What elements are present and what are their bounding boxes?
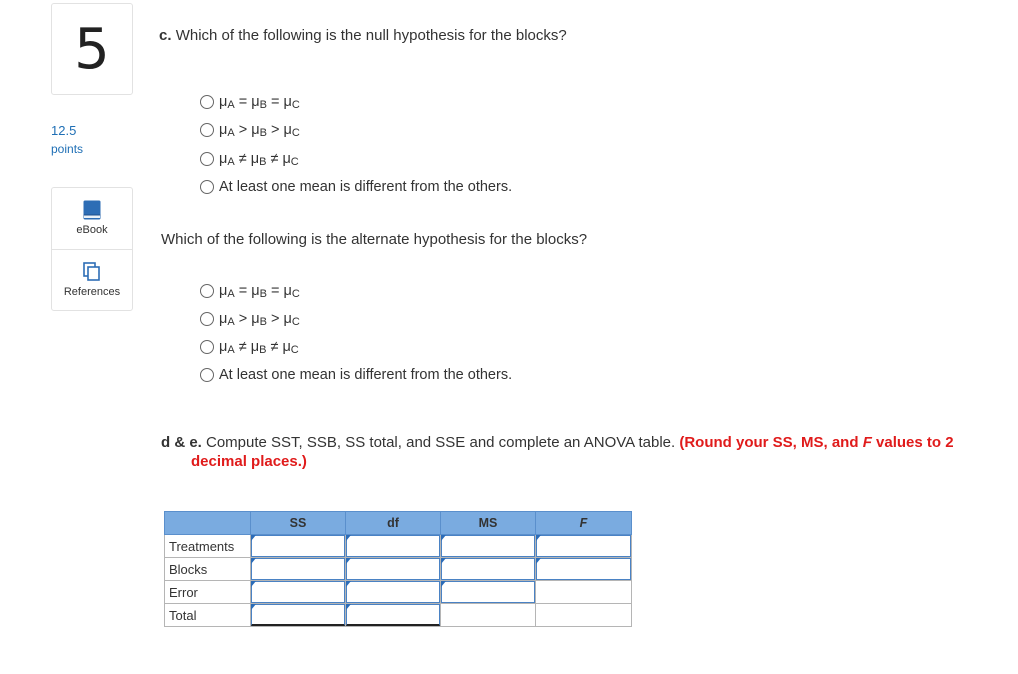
- ebook-button[interactable]: [52, 188, 132, 249]
- radio-button[interactable]: [200, 180, 214, 194]
- references-button[interactable]: [52, 249, 132, 310]
- alt-option-3[interactable]: [200, 338, 299, 356]
- part-de-text: Compute SST, SSB, SS total, and SSE and complete an ANOVA table.: [201, 434, 680, 451]
- treatments-ms-input[interactable]: [441, 535, 536, 558]
- alt-option-1[interactable]: [200, 282, 300, 300]
- points-value: 12.5: [51, 123, 77, 138]
- book-icon: [83, 200, 101, 220]
- option-label: μA > μB > μC: [219, 310, 300, 328]
- blocks-ms-input[interactable]: [441, 558, 536, 581]
- header-ms: MS: [441, 512, 536, 535]
- total-df-input[interactable]: [346, 604, 441, 627]
- part-c-label: c.: [159, 27, 172, 44]
- alt-option-2[interactable]: [200, 310, 300, 328]
- option-label: μA ≠ μB ≠ μC: [219, 150, 299, 168]
- option-label: μA > μB > μC: [219, 121, 300, 139]
- option-label: μA = μB = μC: [219, 93, 300, 111]
- part-c-text: Which of the following is the null hypothesis for the blocks?: [175, 27, 567, 44]
- table-header-row: [165, 512, 632, 535]
- blocks-df-input[interactable]: [346, 558, 441, 581]
- row-label-error: Error: [165, 581, 251, 604]
- row-label-total: Total: [165, 604, 251, 627]
- total-ms-cell: [441, 604, 536, 627]
- header-df: df: [346, 512, 441, 535]
- header-ss: SS: [251, 512, 346, 535]
- null-option-1[interactable]: [200, 93, 300, 111]
- part-c-question: [159, 27, 567, 44]
- part-de-question: [161, 433, 981, 471]
- radio-button[interactable]: [200, 312, 214, 326]
- option-label: μA = μB = μC: [219, 282, 300, 300]
- table-row: [165, 558, 632, 581]
- table-row: [165, 604, 632, 627]
- anova-table: [164, 511, 632, 627]
- null-option-2[interactable]: [200, 121, 300, 139]
- error-f-cell: [536, 581, 632, 604]
- header-f: F: [536, 512, 632, 535]
- radio-button[interactable]: [200, 340, 214, 354]
- radio-button[interactable]: [200, 123, 214, 137]
- table-row: [165, 581, 632, 604]
- row-label-treatments: Treatments: [165, 535, 251, 558]
- option-label: μA ≠ μB ≠ μC: [219, 338, 299, 356]
- rounding-instruction: (Round your SS, MS, and F values to 2 decimal places.): [191, 434, 954, 470]
- question-number-box: [51, 3, 133, 95]
- treatments-f-input[interactable]: [536, 535, 632, 558]
- option-label: At least one mean is different from the others.: [219, 367, 513, 383]
- references-label: References: [63, 286, 121, 298]
- radio-button[interactable]: [200, 95, 214, 109]
- alt-option-4[interactable]: [200, 366, 512, 384]
- null-option-3[interactable]: [200, 150, 299, 168]
- error-ms-input[interactable]: [441, 581, 536, 604]
- references-icon: [83, 262, 101, 282]
- tools-panel: [51, 187, 133, 311]
- question-number: 5: [74, 16, 110, 82]
- error-ss-input[interactable]: [251, 581, 346, 604]
- option-label: At least one mean is different from the others.: [219, 179, 513, 195]
- null-option-4[interactable]: [200, 178, 512, 196]
- table-row: [165, 535, 632, 558]
- part-de-label: d & e.: [161, 434, 202, 451]
- alternate-question: Which of the following is the alternate hypothesis for the blocks?: [161, 231, 588, 248]
- points-label: points: [51, 142, 84, 156]
- total-ss-input[interactable]: [251, 604, 346, 627]
- radio-button[interactable]: [200, 284, 214, 298]
- blocks-ss-input[interactable]: [251, 558, 346, 581]
- header-source: [165, 512, 251, 535]
- treatments-df-input[interactable]: [346, 535, 441, 558]
- blocks-f-input[interactable]: [536, 558, 632, 581]
- row-label-blocks: Blocks: [165, 558, 251, 581]
- radio-button[interactable]: [200, 152, 214, 166]
- ebook-label: eBook: [76, 224, 108, 236]
- total-f-cell: [536, 604, 632, 627]
- radio-button[interactable]: [200, 368, 214, 382]
- treatments-ss-input[interactable]: [251, 535, 346, 558]
- error-df-input[interactable]: [346, 581, 441, 604]
